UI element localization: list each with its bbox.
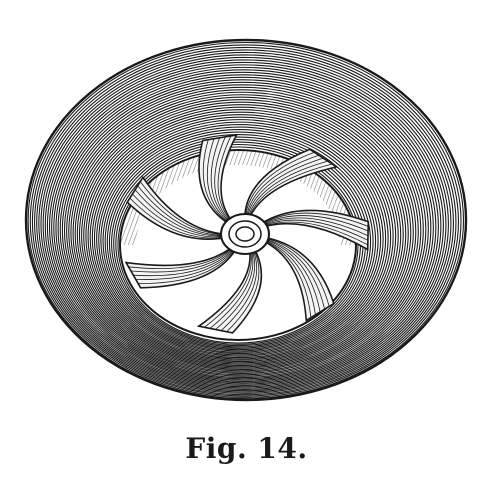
figure-caption: Fig. 14.: [185, 432, 308, 465]
hub-bore: [236, 227, 254, 241]
